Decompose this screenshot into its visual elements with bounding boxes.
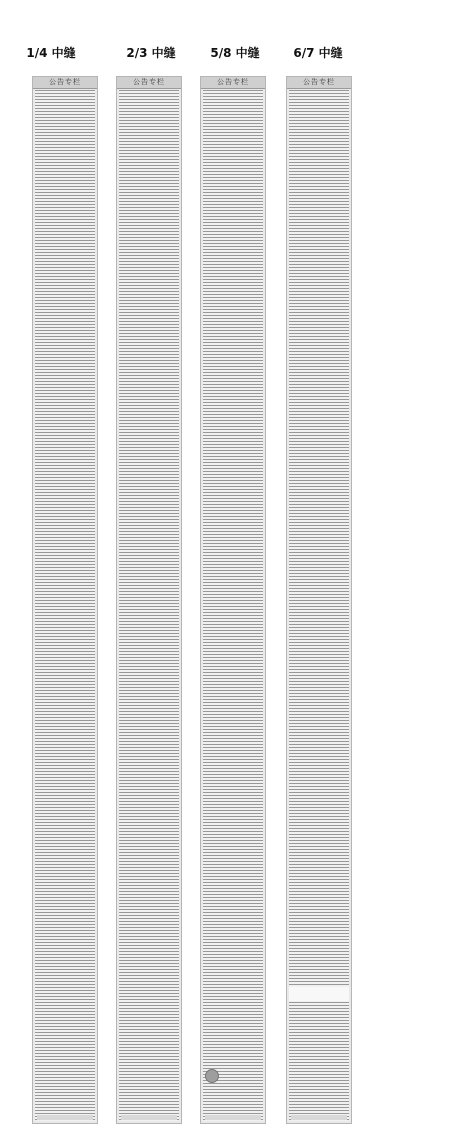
column-text-body — [35, 90, 95, 1121]
announcement-column-3 — [200, 76, 266, 1124]
column-title-3: 5/8 中缝 — [210, 46, 260, 60]
column-text-body — [203, 90, 263, 1121]
column-footer — [121, 1115, 177, 1120]
column-header: 公告专栏 — [33, 77, 97, 89]
column-footer — [291, 1115, 347, 1120]
seal-icon — [205, 1069, 219, 1083]
column-header: 公告专栏 — [117, 77, 181, 89]
column-text-body — [289, 90, 349, 1121]
column-text-body — [119, 90, 179, 1121]
announcement-column-2 — [116, 76, 182, 1124]
announcement-column-4 — [286, 76, 352, 1124]
column-header: 公告专栏 — [287, 77, 351, 89]
blank-space — [289, 987, 349, 1001]
column-title-1: 1/4 中缝 — [26, 46, 76, 60]
announcement-column-1 — [32, 76, 98, 1124]
column-header: 公告专栏 — [201, 77, 265, 89]
column-title-2: 2/3 中缝 — [126, 46, 176, 60]
column-title-4: 6/7 中缝 — [293, 46, 343, 60]
column-footer — [205, 1115, 261, 1120]
column-footer — [37, 1115, 93, 1120]
